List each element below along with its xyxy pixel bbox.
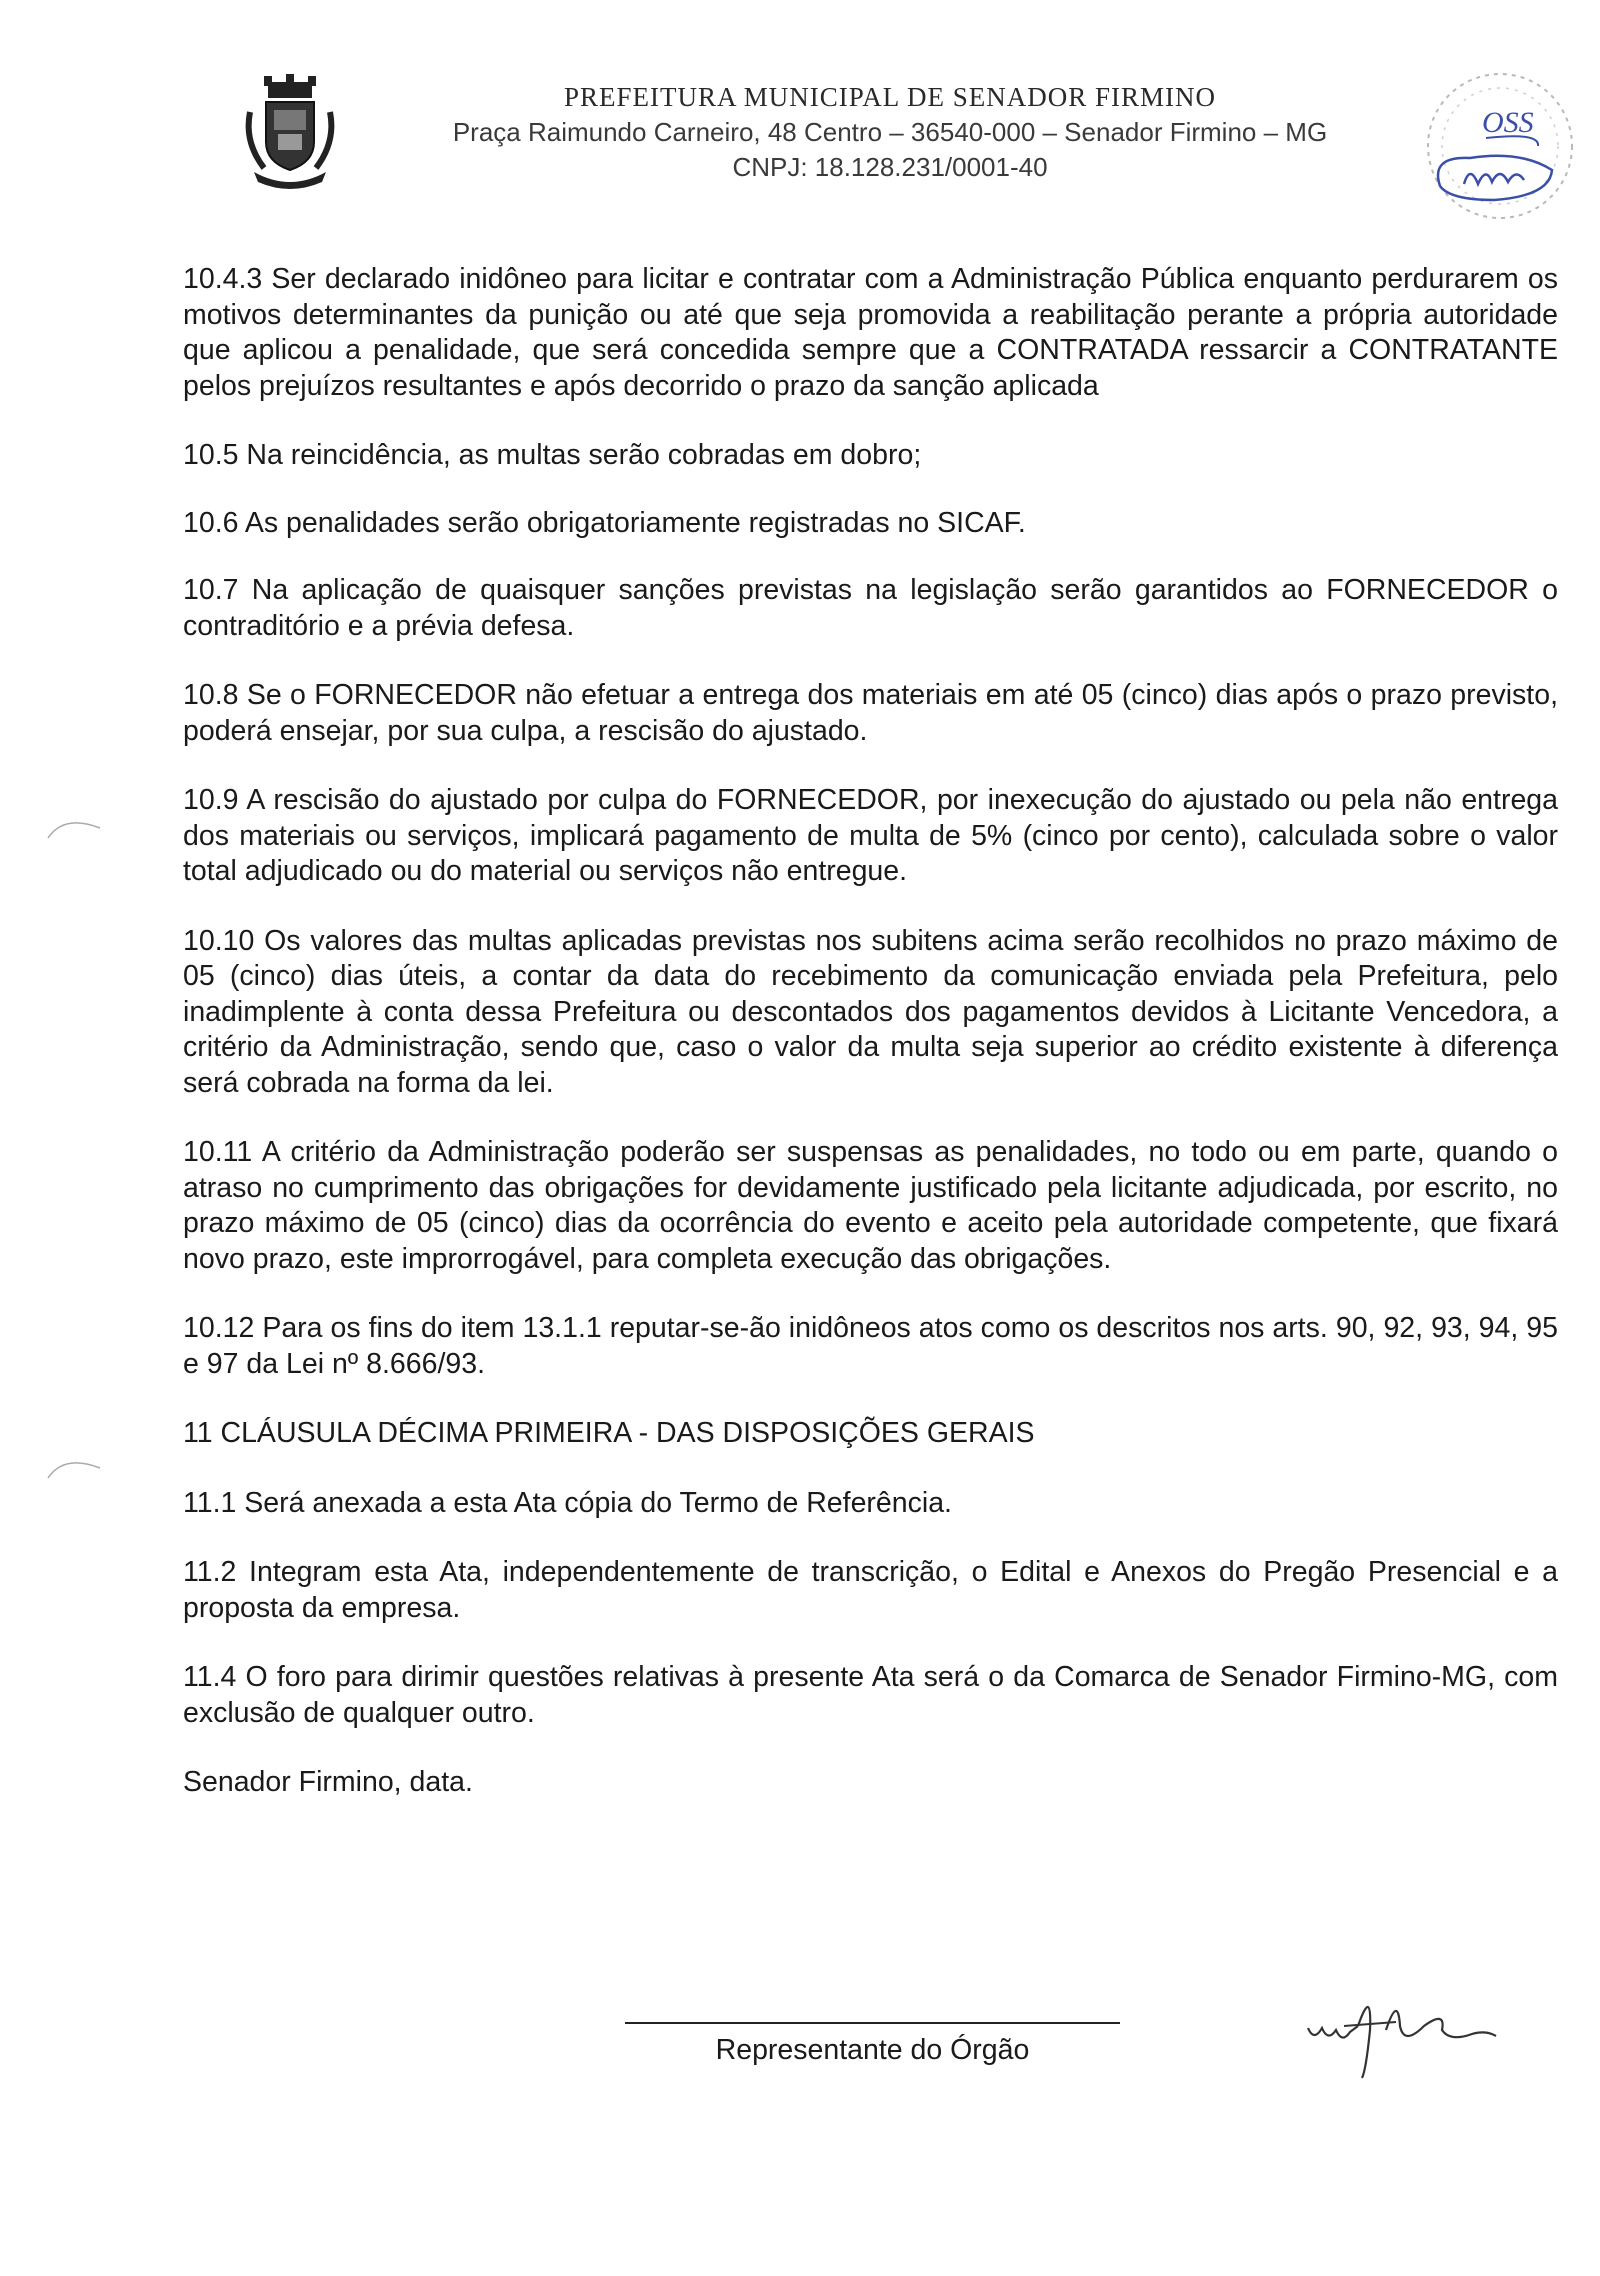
municipal-coat-of-arms-icon	[240, 72, 340, 192]
clause-10-6: 10.6 As penalidades serão obrigatoriamente registradas no SICAF.	[183, 506, 1026, 539]
clause-10-12: 10.12 Para os fins do item 13.1.1 reputar-se-ão inidôneos atos como os descritos nos arts. 90, 92, 93, 94, 95 e 97 da Lei nº 8.666/93.	[183, 1312, 1558, 1380]
municipality-title: PREFEITURA MUNICIPAL DE SENADOR FIRMINO	[563, 82, 1217, 112]
clause-10-8: 10.8 Se o FORNECEDOR não efetuar a entrega dos materiais em até 05 (cinco) dias após o prazo previsto, poderá ensejar, por sua culpa, a rescisão do ajustado.	[183, 679, 1558, 747]
clause-10-7: 10.7 Na aplicação de quaisquer sanções previstas na legislação serão garantidos ao FORNECEDOR o contraditório e a prévia defesa.	[183, 574, 1558, 642]
place-and-date: Senador Firmino, data.	[183, 1766, 473, 1798]
document-body	[183, 262, 1558, 1835]
clause-10-9: 10.9 A rescisão do ajustado por culpa do FORNECEDOR, por inexecução do ajustado ou pela não entrega dos materiais ou serviços, implicará pagamento de multa de 5% (cinco por cento), calculada sobre o valor total adjudicado ou do material ou serviços não entregue.	[183, 784, 1558, 887]
municipality-cnpj: CNPJ: 18.128.231/0001-40	[732, 152, 1048, 182]
clause-10-5: 10.5 Na reincidência, as multas serão cobradas em dobro;	[183, 439, 922, 471]
clause-10-4-3: 10.4.3 Ser declarado inidôneo para licitar e contratar com a Administração Pública enquanto perdurarem os motivos determinantes da punição ou até que seja promovida a reabilitação perante a própria autoridade que aplicou a penalidade, que será concedida sempre que a CONTRATADA ressarcir a CONTRATANTE pelos prejuízos resultantes e após decorrido o prazo da sanção aplicada	[183, 263, 1558, 402]
handwritten-signature-icon	[1300, 1990, 1520, 2080]
scan-mark-icon	[44, 808, 104, 848]
signature-line	[625, 2022, 1120, 2024]
clause-11-2: 11.2 Integram esta Ata, independentemente de transcrição, o Edital e Anexos do Pregão Presencial e a proposta da empresa.	[183, 1556, 1558, 1624]
clause-10-10: 10.10 Os valores das multas aplicadas previstas nos subitens acima serão recolhidos no prazo máximo de 05 (cinco) dias úteis, a contar da data do recebimento da comunicação enviada pela Prefeitura, pelo inadimplente à conta dessa Prefeitura ou descontados dos pagamentos devidos à Licitante Vencedora, a critério da Administração, sendo que, caso o valor da multa seja superior ao crédito existente à diferença será cobrada na forma da lei.	[183, 924, 1558, 1099]
scan-mark-icon	[44, 1448, 104, 1488]
clause-11-4: 11.4 O foro para dirimir questões relativas à presente Ata será o da Comarca de Senador Firmino-MG, com exclusão de qualquer outro.	[183, 1661, 1558, 1729]
section-heading-11: 11 CLÁUSULA DÉCIMA PRIMEIRA - DAS DISPOSIÇÕES GERAIS	[183, 1417, 1035, 1449]
municipality-address: Praça Raimundo Carneiro, 48 Centro – 36540-000 – Senador Firmino – MG	[452, 117, 1328, 147]
signature-caption: Representante do Órgão	[715, 2034, 1030, 2066]
clause-11-1: 11.1 Será anexada a esta Ata cópia do Termo de Referência.	[183, 1486, 952, 1519]
clause-10-11: 10.11 A critério da Administração poderão ser suspensas as penalidades, no todo ou em parte, quando o atraso no cumprimento das obrigações for devidamente justificado pela licitante adjudicada, por escrito, no prazo máximo de 05 (cinco) dias da ocorrência do evento e aceito pela autoridade competente, que fixará novo prazo, este improrrogável, para completa execução das obrigações.	[183, 1136, 1558, 1275]
letterhead	[0, 0, 1600, 200]
stamp-initials: OSS	[1482, 106, 1534, 139]
official-stamp-icon	[1400, 66, 1590, 236]
